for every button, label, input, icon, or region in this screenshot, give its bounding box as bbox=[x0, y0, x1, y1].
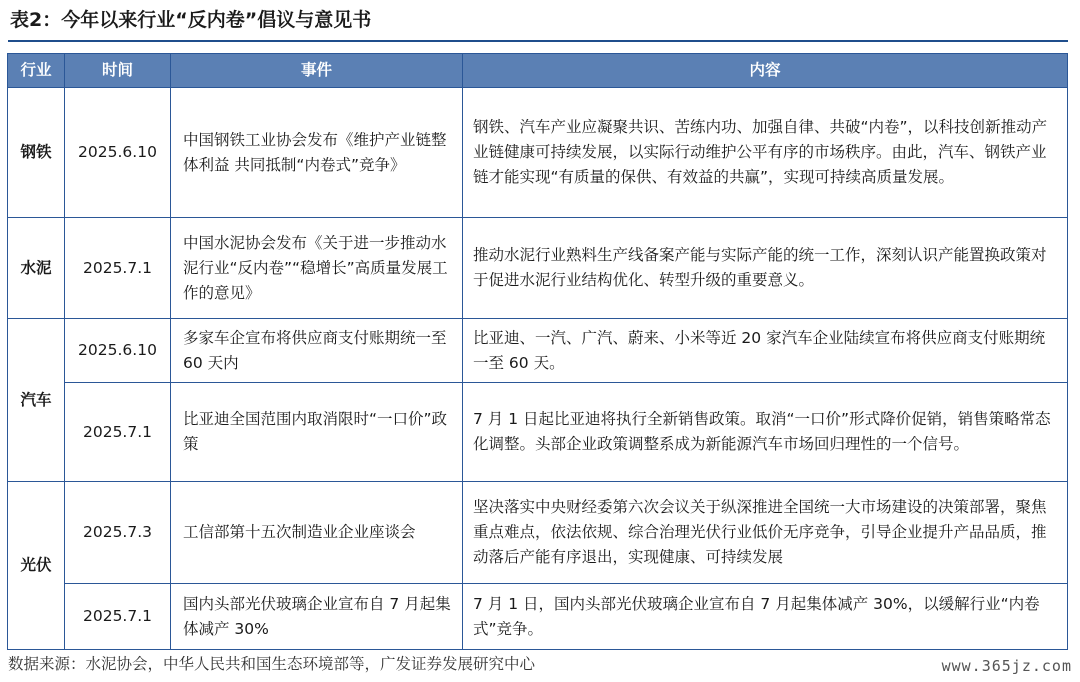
industry-cell: 光伏 bbox=[8, 482, 65, 650]
site-watermark: www.365jz.com bbox=[941, 657, 1072, 675]
event-cell: 中国钢铁工业协会发布《维护产业链整体利益 共同抵制“内卷式”竞争》 bbox=[171, 88, 463, 218]
table-header-row bbox=[8, 54, 1068, 88]
column-header-content: 内容 bbox=[463, 54, 1068, 88]
industry-cell: 汽车 bbox=[8, 319, 65, 482]
content-cell: 坚决落实中央财经委第六次会议关于纵深推进全国统一大市场建设的决策部署，聚焦重点难点，依法依规、综合治理光伏行业低价无序竞争，引导企业提升产品品质，推动落后产能有序退出，实现健康、可持续发展 bbox=[463, 482, 1068, 584]
table-row bbox=[8, 584, 1068, 650]
time-cell: 2025.6.10 bbox=[65, 88, 171, 218]
source-note: 数据来源：水泥协会，中华人民共和国生态环境部等，广发证券发展研究中心 bbox=[8, 655, 536, 673]
time-cell: 2025.7.1 bbox=[65, 218, 171, 319]
industry-cell: 水泥 bbox=[8, 218, 65, 319]
time-cell: 2025.7.1 bbox=[65, 584, 171, 650]
time-cell: 2025.7.1 bbox=[65, 383, 171, 482]
column-header-event: 事件 bbox=[171, 54, 463, 88]
industry-cell: 钢铁 bbox=[8, 88, 65, 218]
content-cell: 比亚迪、一汽、广汽、蔚来、小米等近 20 家汽车企业陆续宣布将供应商支付账期统一至 60 天。 bbox=[463, 319, 1068, 383]
table-row bbox=[8, 88, 1068, 218]
table-row bbox=[8, 218, 1068, 319]
time-cell: 2025.6.10 bbox=[65, 319, 171, 383]
table-row bbox=[8, 319, 1068, 383]
content-cell: 推动水泥行业熟料生产线备案产能与实际产能的统一工作，深刻认识产能置换政策对于促进水泥行业结构优化、转型升级的重要意义。 bbox=[463, 218, 1068, 319]
table-title: 表2：今年以来行业“反内卷”倡议与意见书 bbox=[10, 9, 372, 31]
column-header-industry: 行业 bbox=[8, 54, 65, 88]
content-cell: 钢铁、汽车产业应凝聚共识、苦练内功、加强自律、共破“内卷”，以科技创新推动产业链健康可持续发展，以实际行动维护公平有序的市场秩序。由此，汽车、钢铁产业链才能实现“有质量的保供、有效益的共赢”，实现可持续高质量发展。 bbox=[463, 88, 1068, 218]
event-cell: 工信部第十五次制造业企业座谈会 bbox=[171, 482, 463, 584]
event-cell: 比亚迪全国范围内取消限时“一口价”政策 bbox=[171, 383, 463, 482]
content-cell: 7 月 1 日，国内头部光伏玻璃企业宣布自 7 月起集体减产 30%，以缓解行业“内卷式”竞争。 bbox=[463, 584, 1068, 650]
event-cell: 多家车企宣布将供应商支付账期统一至 60 天内 bbox=[171, 319, 463, 383]
table-row bbox=[8, 482, 1068, 584]
content-cell: 7 月 1 日起比亚迪将执行全新销售政策。取消“一口价”形式降价促销，销售策略常态化调整。头部企业政策调整系成为新能源汽车市场回归理性的一个信号。 bbox=[463, 383, 1068, 482]
event-cell: 国内头部光伏玻璃企业宣布自 7 月起集体减产 30% bbox=[171, 584, 463, 650]
title-divider bbox=[8, 40, 1068, 42]
initiatives-table bbox=[7, 53, 1068, 650]
table-row bbox=[8, 383, 1068, 482]
event-cell: 中国水泥协会发布《关于进一步推动水泥行业“反内卷”“稳增长”高质量发展工作的意见》 bbox=[171, 218, 463, 319]
time-cell: 2025.7.3 bbox=[65, 482, 171, 584]
column-header-time: 时间 bbox=[65, 54, 171, 88]
